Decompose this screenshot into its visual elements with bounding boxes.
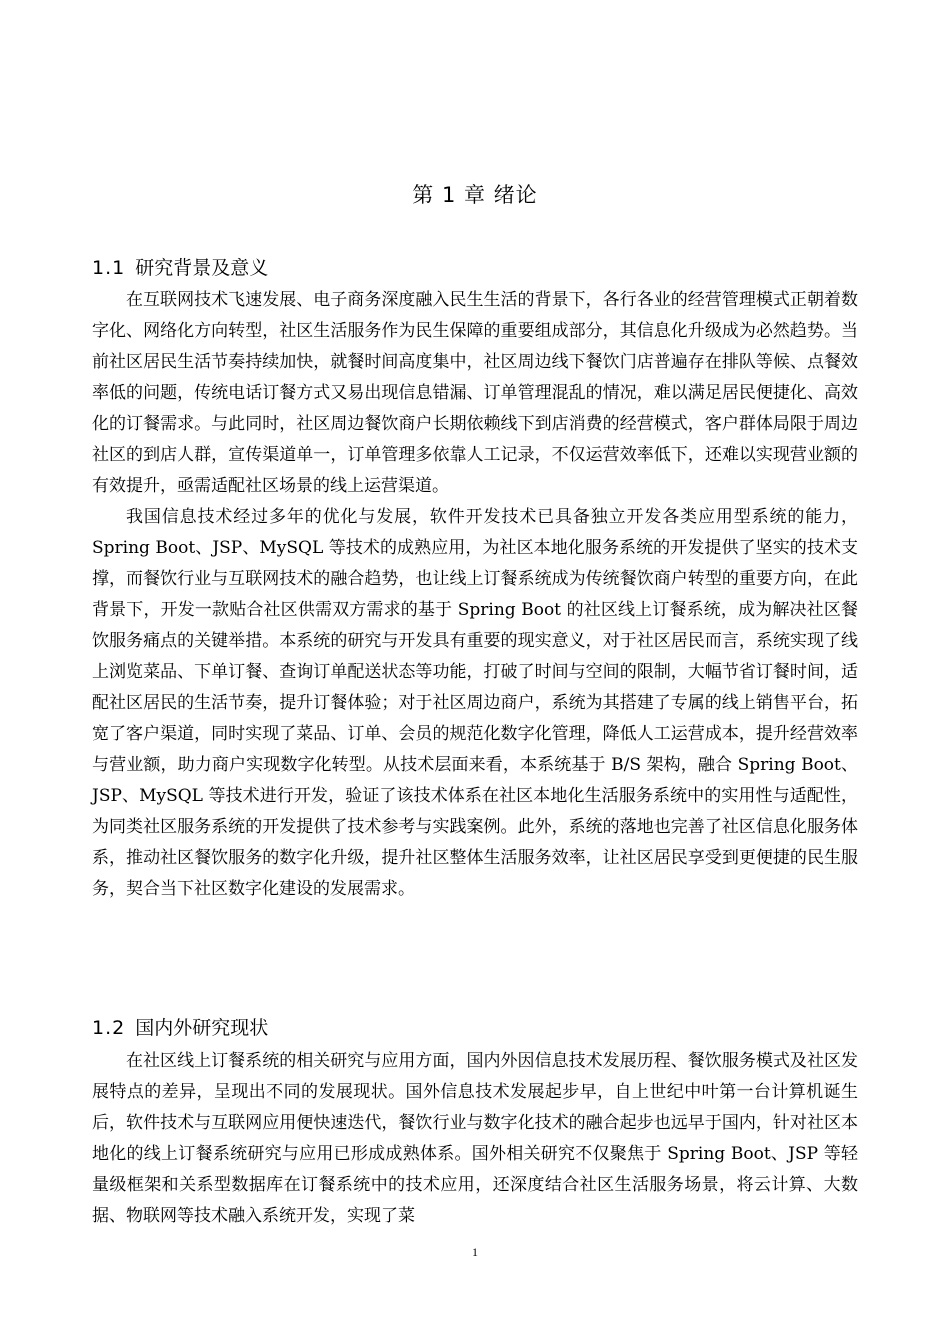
paragraph: 在社区线上订餐系统的相关研究与应用方面，国内外因信息技术发展历程、餐饮服务模式及社区发展特点的差异，呈现出不同的发展现状。国外信息技术发展起步早，自上世纪中叶第一台计算机诞生后，软件技术与互联网应用便快速迭代，餐饮行业与数字化技术的融合起步也远早于国内，针对社区本地化的线上订餐系统研究与应用已形成成熟体系。国外相关研究不仅聚焦于 Spring Boot、JSP 等轻量级框架和关系型数据库在订餐系统中的技术应用，还深度结合社区生活服务场景，将云计算、大数据、物联网等技术融入系统开发，实现了菜: [92, 1051, 858, 1226]
section-body-1-1: [92, 285, 858, 905]
section-title: 研究背景及意义: [135, 257, 269, 279]
section-heading-1-2: [92, 1014, 268, 1042]
section-number: 1.2: [92, 1017, 126, 1039]
paragraph: 在互联网技术飞速发展、电子商务深度融入民生生活的背景下，各行各业的经营管理模式正朝着数字化、网络化方向转型，社区生活服务作为民生保障的重要组成部分，其信息化升级成为必然趋势。当前社区居民生活节奏持续加快，就餐时间高度集中，社区周边线下餐饮门店普遍存在排队等候、点餐效率低的问题，传统电话订餐方式又易出现信息错漏、订单管理混乱的情况，难以满足居民便捷化、高效化的订餐需求。与此同时，社区周边餐饮商户长期依赖线下到店消费的经营模式，客户群体局限于周边社区的到店人群，宣传渠道单一，订单管理多依靠人工记录，不仅运营效率低下，还难以实现营业额的有效提升，亟需适配社区场景的线上运营渠道。: [92, 290, 858, 496]
chapter-title: 第 1 章 绪论: [412, 183, 538, 207]
section-body-1-2: [92, 1046, 858, 1232]
section-heading-1-1: [92, 254, 268, 282]
page-number: 1: [472, 1245, 478, 1259]
section-number: 1.1: [92, 257, 126, 279]
paragraph: 我国信息技术经过多年的优化与发展，软件开发技术已具备独立开发各类应用型系统的能力，Spring Boot、JSP、MySQL 等技术的成熟应用，为社区本地化服务系统的开发提供了坚实的技术支撑，而餐饮行业与互联网技术的融合趋势，也让线上订餐系统成为传统餐饮商户转型的重要方向，在此背景下，开发一款贴合社区供需双方需求的基于 Spring Boot 的社区线上订餐系统，成为解决社区餐饮服务痛点的关键举措。本系统的研究与开发具有重要的现实意义，对于社区居民而言，系统实现了线上浏览菜品、下单订餐、查询订单配送状态等功能，打破了时间与空间的限制，大幅节省订餐时间，适配社区居民的生活节奏，提升订餐体验；对于社区周边商户，系统为其搭建了专属的线上销售平台，拓宽了客户渠道，同时实现了菜品、订单、会员的规范化数字化管理，降低人工运营成本，提升经营效率与营业额，助力商户实现数字化转型。从技术层面来看，本系统基于 B/S 架构，融合 Spring Boot、JSP、MySQL 等技术进行开发，验证了该技术体系在社区本地化生活服务系统中的实用性与适配性，为同类社区服务系统的开发提供了技术参考与实践案例。此外，系统的落地也完善了社区信息化服务体系，推动社区餐饮服务的数字化升级，提升社区整体生活服务效率，让社区居民享受到更便捷的民生服务，契合当下社区数字化建设的发展需求。: [92, 507, 858, 899]
section-title: 国内外研究现状: [135, 1017, 269, 1039]
